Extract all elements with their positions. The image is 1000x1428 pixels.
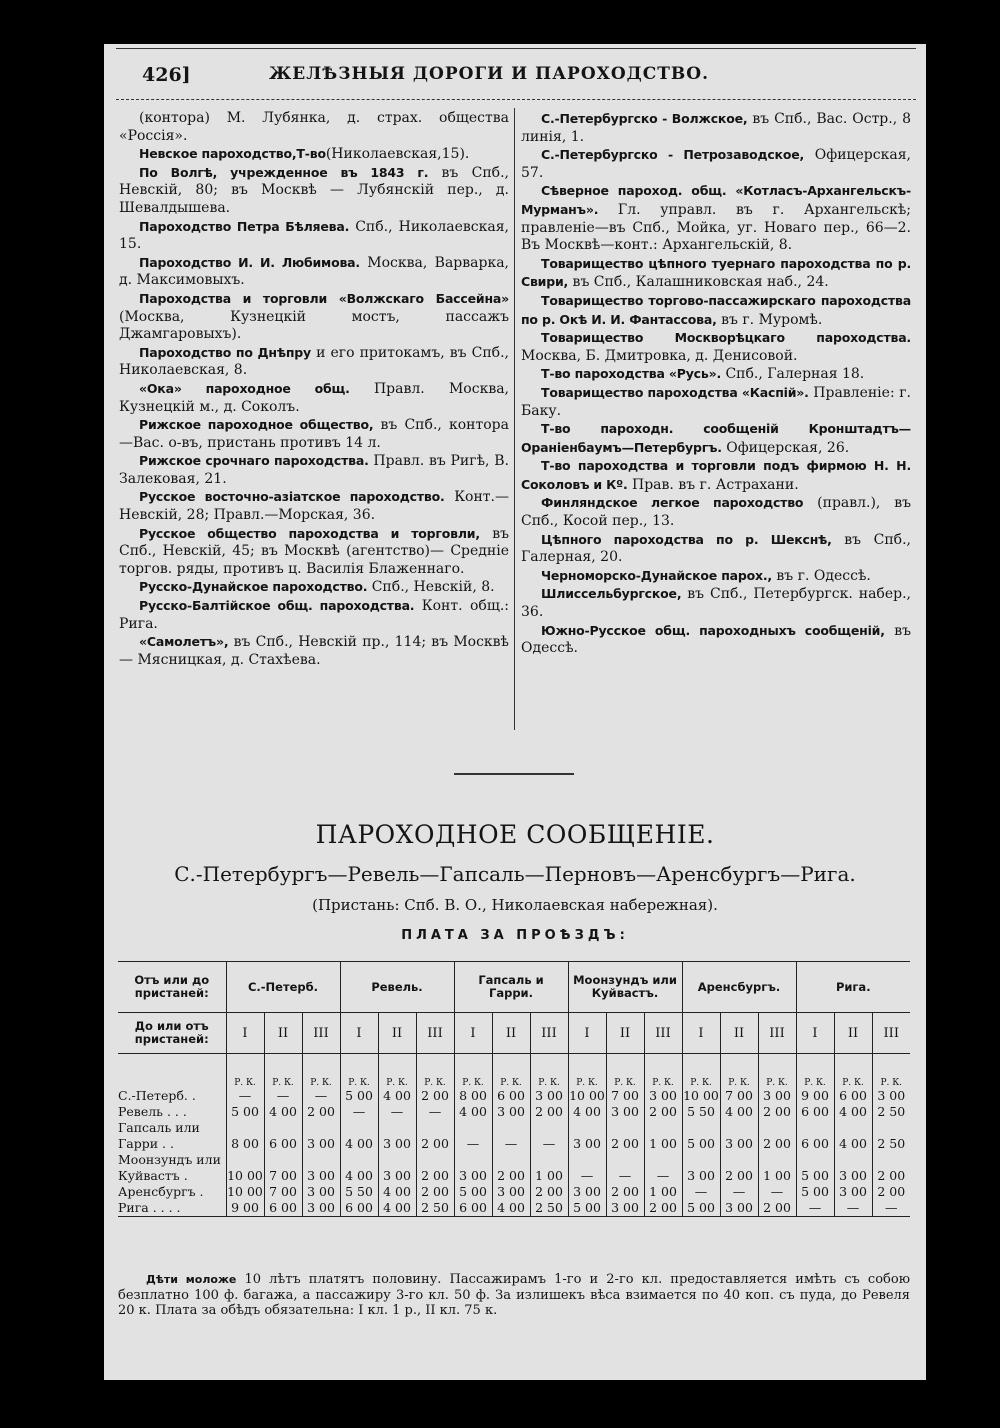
fare-table-class-row [118,1013,910,1054]
unit-label: Р. К. [834,1054,872,1089]
row-station [118,1104,226,1120]
class-header: I [568,1013,606,1054]
fare-cell: 4 00 [340,1120,378,1152]
row-station-line: Моонзундъ или [118,1152,221,1167]
entry-name: По Волгѣ, учрежденное въ 1843 г. [139,164,429,180]
entry-text: въ Спб., Галерная, 20. [521,531,912,566]
station-header: С.-Петерб. [226,962,340,1013]
entry-text: Спб., Невскій, 8. [367,579,495,596]
fare-cell: 9 00 [226,1200,264,1217]
entry-name: Товарищество Москворѣцкаго пароходства. [541,330,911,346]
unit-label: Р. К. [682,1054,720,1089]
fare-cell: — [530,1120,568,1152]
class-header: III [302,1013,340,1054]
entry-text: въ Одессѣ. [521,622,911,657]
entry-name: Товарищество торгово-пассажирскаго пароходства по р. Окѣ И. И. Фантассова, [521,292,911,327]
entry-text: въ Спб., Петербургск. набер., 36. [521,586,911,621]
fare-table-station-row [118,962,910,1013]
fare-cell: 3 00 [378,1120,416,1152]
directory-entry [119,525,509,579]
fare-cell: 5 00 [568,1200,606,1217]
section-divider [454,773,574,775]
entry-text: въ Спб., Калашниковская наб., 24. [568,274,829,291]
row-station [118,1200,226,1217]
fare-cell: 2 00 [644,1104,682,1120]
directory-entry [119,110,509,145]
fare-cell: 4 00 [834,1104,872,1120]
unit-label: Р. К. [758,1054,796,1089]
directory-entry [119,254,509,290]
fare-cell: 2 00 [492,1152,530,1184]
fare-cell: 9 00 [796,1088,834,1104]
row-station [118,1088,226,1104]
station-header: Ревель. [340,962,454,1013]
fare-cell: 3 00 [720,1120,758,1152]
directory-entry [119,452,509,488]
fare-cell: 4 00 [568,1104,606,1120]
running-title: ЖЕЛѢЗНЫЯ ДОРОГИ И ПАРОХОДСТВО. [269,64,710,84]
table-row [118,1200,910,1217]
entry-name: Финляндское легкое пароходство [541,495,804,511]
row-station-line: Гарри . . [118,1136,174,1151]
entry-text: въ Спб., Вас. Остр., 8 линія, 1. [521,111,912,145]
fare-cell: 6 00 [796,1120,834,1152]
directory-entry [521,182,911,254]
fare-cell: — [720,1184,758,1200]
fare-cell: 2 00 [416,1088,454,1104]
fare-cell: 5 00 [226,1104,264,1120]
entry-name: Русско-Дунайское пароходство. [139,579,368,595]
entry-name: Сѣверное пароход. общ. «Котласъ-Архангельскъ-Мурманъ». [521,183,911,217]
unit-label: Р. К. [872,1054,910,1089]
unit-label: Р. К. [302,1054,340,1089]
entry-name: Русское восточно-азіатское пароходство. [139,489,445,505]
directory-entry [119,218,509,254]
fare-note [118,1272,910,1319]
fare-cell: 6 00 [340,1200,378,1217]
fare-cell: — [568,1152,606,1184]
fare-cell: 2 00 [530,1104,568,1120]
entry-text: Спб., Николаевская, 15. [119,218,509,253]
fare-cell: — [682,1184,720,1200]
entry-name: Пароходства и торговли «Волжскаго Бассейна» [139,290,509,306]
table-row [118,1152,910,1184]
fare-table-unit-row [118,1054,910,1089]
fare-cell: 3 00 [302,1200,340,1217]
table-row [118,1104,910,1120]
directory-entry [521,110,911,146]
fare-cell: 2 00 [606,1120,644,1152]
unit-label: Р. К. [530,1054,568,1089]
fare-cell: 3 00 [758,1088,796,1104]
fare-cell: 1 00 [644,1184,682,1200]
row-station-line: Аренсбургъ . [118,1184,204,1199]
fare-cell: 2 00 [644,1200,682,1217]
entry-name: Черноморско-Дунайское парох., [541,567,772,583]
entry-text: Правленіе: г. Баку. [521,384,911,419]
entry-text: Конт. общ.: Рига. [119,598,509,632]
fare-cell: 3 00 [302,1120,340,1152]
fare-cell: 6 00 [454,1200,492,1217]
fare-cell: 2 00 [758,1200,796,1217]
entry-text: Офицерская, 57. [521,147,911,181]
entry-text: (Николаевская,15). [325,146,470,163]
class-header: II [720,1013,758,1054]
fare-cell: 2 50 [872,1104,910,1120]
fare-cell: 2 00 [872,1152,910,1184]
fare-cell: — [454,1120,492,1152]
fare-cell: 6 00 [264,1200,302,1217]
directory-entry [521,292,911,329]
entry-text: Москва, Варварка, д. Максимовыхъ. [119,254,509,289]
fare-note-lead: Дѣти моложе [146,1273,237,1286]
column-divider [514,108,515,730]
fare-cell: 3 00 [606,1104,644,1120]
fare-cell: 6 00 [264,1120,302,1152]
entry-text: Конт.—Невскій, 28; Правл.—Морская, 36. [119,489,509,524]
unit-label: Р. К. [796,1054,834,1089]
entry-text: Гл. управл. въ г. Архангельскѣ; правленіе—въ Спб., Мойка, уг. Новаго пер., 66—2. Въ Москвѣ—конт.: Архангельскій, 8. [521,201,911,254]
fare-cell: 4 00 [264,1104,302,1120]
fare-cell: 4 00 [720,1104,758,1120]
fare-cell: 5 50 [682,1104,720,1120]
fare-cell: 4 00 [492,1200,530,1217]
fare-cell: 3 00 [834,1184,872,1200]
fare-cell: 3 00 [720,1200,758,1217]
fare-cell: 3 00 [530,1088,568,1104]
entry-name: «Ока» пароходное общ. [139,380,350,396]
fare-cell: 3 00 [568,1120,606,1152]
class-header: II [492,1013,530,1054]
entry-name: Рижское срочнаго пароходства. [139,453,369,469]
fare-cell: 10 00 [569,1088,605,1103]
fare-cell: 7 00 [720,1088,758,1104]
station-header: Гапсаль и Гарри. [454,962,568,1013]
entry-name: Цѣпного пароходства по р. Шекснѣ, [541,531,832,547]
entry-name: Пароходство Петра Бѣляева. [139,218,350,234]
directory-entry [521,494,911,530]
station-header: Рига. [796,962,910,1013]
fare-cell: — [872,1200,910,1217]
unit-label: Р. К. [644,1054,682,1089]
header-rule [116,48,916,49]
fare-cell: 6 00 [834,1088,872,1104]
row-station [118,1152,226,1184]
fare-cell: 3 00 [454,1152,492,1184]
header-underline [116,99,916,100]
fare-cell: 4 00 [454,1104,492,1120]
entry-text: Офицерская, 26. [721,439,850,456]
fare-cell: 4 00 [378,1200,416,1217]
unit-label: Р. К. [226,1054,264,1089]
table-row [118,1120,910,1152]
class-header: III [644,1013,682,1054]
fare-cell: 3 00 [492,1184,530,1200]
fare-cell: — [606,1152,644,1184]
fare-cell: 5 00 [796,1184,834,1200]
directory-entry [119,633,509,669]
fare-cell: 6 00 [492,1088,530,1104]
directory-entry [119,578,509,597]
entry-name: Невское пароходство,Т-во [139,146,326,162]
fare-cell: 3 00 [834,1152,872,1184]
directory-entry [521,420,911,457]
fare-cell: 3 00 [872,1088,910,1104]
fare-cell: — [644,1152,682,1184]
class-header: III [416,1013,454,1054]
class-header: I [682,1013,720,1054]
fare-cell: 3 00 [302,1184,340,1200]
fare-cell: 2 00 [530,1184,568,1200]
fare-cell: — [302,1088,340,1104]
fare-cell: 4 00 [834,1120,872,1152]
entry-name: Т-во пароходства и торговли подъ фирмою Н. Н. Соколовъ и Кº. [521,458,911,492]
fare-cell: 2 00 [720,1152,758,1184]
entry-text: (Москва, Кузнецкій мостъ, пассажъ Джамгаровыхъ). [119,308,509,343]
fare-cell: — [834,1200,872,1217]
fare-cell: — [758,1184,796,1200]
directory-entry [119,380,509,416]
page-number: 426] [142,64,191,86]
directory-entry [119,488,509,524]
entry-text: Правл. въ Ригѣ, В. Залековая, 21. [119,453,509,487]
fare-cell: 5 00 [682,1120,720,1152]
class-header: III [530,1013,568,1054]
fare-cell: — [378,1104,416,1120]
entry-name: Русско-Балтійское общ. пароходства. [139,598,415,614]
section-title: ПАРОХОДНОЕ СООБЩЕНІЕ. [315,820,715,849]
fare-cell: 2 00 [872,1184,910,1200]
directory-entry [521,255,911,292]
fare-cell: 5 50 [340,1184,378,1200]
directory-entry [521,365,911,384]
entry-name: Пароходство И. И. Любимова. [139,254,360,270]
entry-name: Шлиссельбургское, [541,586,682,602]
fare-cell: 4 00 [378,1088,416,1104]
fare-cell: 2 50 [416,1200,454,1217]
unit-label: Р. К. [340,1054,378,1089]
entry-text: Москва, Б. Дмитровка, д. Денисовой. [521,347,798,364]
fare-cell: 2 00 [758,1104,796,1120]
fare-cell: 10 00 [683,1088,719,1103]
fare-cell: 3 00 [492,1104,530,1120]
entry-text: Правл. Москва, Кузнецкій м., д. Соколъ. [119,380,509,415]
fare-cell: 5 00 [682,1200,720,1217]
unit-label: Р. К. [416,1054,454,1089]
class-header: III [872,1013,910,1054]
right-column [521,110,911,658]
fare-table [118,961,910,1217]
entry-text: въ Спб., контора—Вас. о-въ, пристань противъ 14 л. [119,417,509,451]
left-column [119,110,509,669]
class-header: II [834,1013,872,1054]
entry-text: въ Спб., Невскій, 45; въ Москвѣ (агентство)— Средніе торгов. ряды, противъ ц. Василія Блаженнаго. [119,525,509,577]
table-row [118,1184,910,1200]
table-row [118,1088,910,1104]
fare-cell: 5 00 [454,1184,492,1200]
fare-cell: 5 00 [340,1088,378,1104]
directory-entry [521,567,911,586]
class-header: III [758,1013,796,1054]
directory-entry [521,531,911,567]
fare-cell: 2 00 [302,1104,340,1120]
directory-entry [119,145,509,164]
entry-text: Спб., Галерная 18. [721,366,865,383]
entry-name: «Самолетъ», [139,634,229,650]
directory-entry [521,146,911,182]
row-station-line: С.-Петерб. . [118,1088,196,1103]
class-header: II [378,1013,416,1054]
fare-cell: 6 00 [796,1104,834,1120]
directory-entry [119,290,509,344]
directory-entry [521,457,911,494]
entry-text: и его притокамъ, въ Спб., Николаевская, 8. [119,344,510,379]
directory-entry [119,164,509,218]
entry-name: С.-Петербургско - Петрозаводское, [541,147,805,163]
directory-entry [521,329,911,365]
entry-name: Пароходство по Днѣпру [139,344,311,360]
fare-cell: 4 00 [340,1152,378,1184]
unit-label: Р. К. [606,1054,644,1089]
fare-cell: 3 00 [682,1152,720,1184]
directory-entry [119,344,509,380]
row-station [118,1120,226,1152]
entry-name: Товарищество цѣпного туернаго пароходства по р. Свири, [521,255,911,290]
fare-cell: 2 50 [872,1120,910,1152]
fare-cell: 1 00 [758,1152,796,1184]
fare-cell: 4 00 [378,1184,416,1200]
entry-name: Южно-Русское общ. пароходныхъ сообщеній, [541,622,885,638]
row-station-line: Гапсаль или [118,1120,200,1135]
directory-entry [119,416,509,452]
entry-text: (контора) М. Лубянка, д. страх. общества «Россія». [119,110,509,144]
fare-cell: 2 50 [530,1200,568,1217]
row-station [118,1184,226,1200]
fare-cell: 7 00 [264,1184,302,1200]
pier-note: (Пристань: Спб. В. О., Николаевская набережная). [312,896,718,914]
fare-cell: — [264,1088,302,1104]
entry-text: (правл.), въ Спб., Косой пер., 13. [521,495,911,530]
fare-note-text: 10 лѣтъ платятъ половину. Пассажирамъ 1-го и 2-го кл. предоставляется имѣть съ собою безплатно 100 ф. багажа, а пассажиру 3-го кл. 50 ф. За излишекъ вѣса взимается по 40 коп. съ пуда, до Ревеля 20 к. Плата за обѣдъ обязательна: I кл. 1 р., II кл. 75 к. [118,1272,911,1318]
row-station-line: Ревель . . . [118,1104,187,1119]
directory-entry [521,622,911,658]
row-station-line: Рига . . . . [118,1200,181,1215]
unit-label: Р. К. [378,1054,416,1089]
entry-name: Т-во пароходства «Русь». [541,366,721,382]
station-header: Аренсбургъ. [682,962,796,1013]
fare-cell: 2 00 [416,1120,454,1152]
book-page [104,44,926,1380]
entry-text: въ г. Одессѣ. [771,567,871,584]
fare-cell: 3 00 [378,1152,416,1184]
fare-cell: 8 00 [454,1088,492,1104]
route-heading: С.-Петербургъ—Ревель—Гапсаль—Перновъ—Аренсбургъ—Рига. [174,862,856,886]
unit-label: Р. К. [454,1054,492,1089]
station-header: Моонзундъ или Куйвастъ. [568,962,682,1013]
fare-cell: 5 00 [796,1152,834,1184]
fare-cell: 2 00 [416,1184,454,1200]
row-station-line: Куйвастъ . [118,1168,188,1183]
entry-text: въ г. Муромѣ. [716,311,823,328]
class-header: I [796,1013,834,1054]
fare-cell: 10 00 [227,1184,263,1199]
unit-label: Р. К. [492,1054,530,1089]
fare-cell: 7 00 [264,1152,302,1184]
directory-entry [521,384,911,420]
fare-cell: 7 00 [606,1088,644,1104]
directory-entry [119,597,509,633]
from-label: Отъ или до пристаней: [118,962,226,1013]
fare-cell: 1 00 [530,1152,568,1184]
entry-text: въ Спб., Невскій пр., 114; въ Москвѣ — Мясницкая, д. Стахѣева. [119,634,509,668]
entry-name: Товарищество пароходства «Каспій». [541,384,809,400]
entry-name: Русское общество пароходства и торговли, [139,525,480,541]
fare-cell: 3 00 [644,1088,682,1104]
unit-label: Р. К. [720,1054,758,1089]
fare-heading: ПЛАТА ЗА ПРОѢЗДЪ: [401,928,629,943]
class-header: II [264,1013,302,1054]
to-label: До или отъ пристаней: [118,1013,226,1054]
fare-cell: 8 00 [226,1120,264,1152]
entry-text: Прав. въ г. Астрахани. [627,476,799,493]
unit-label: Р. К. [568,1054,606,1089]
fare-cell: 2 00 [758,1120,796,1152]
class-header: I [454,1013,492,1054]
fare-cell: 1 00 [644,1120,682,1152]
fare-cell: — [416,1104,454,1120]
fare-cell: — [340,1104,378,1120]
entry-name: С.-Петербургско - Волжское, [541,111,748,126]
directory-entry [521,585,911,621]
fare-cell: — [226,1088,264,1104]
class-header: II [606,1013,644,1054]
entry-text: въ Спб., Невскій, 80; въ Москвѣ — Лубянскій пер., д. Шевалдышева. [119,164,509,216]
fare-cell: 2 00 [606,1184,644,1200]
fare-cell: 3 00 [606,1200,644,1217]
fare-cell: 10 00 [226,1152,264,1184]
class-header: I [340,1013,378,1054]
fare-cell: — [796,1200,834,1217]
fare-cell: 3 00 [302,1152,340,1184]
fare-cell: — [492,1120,530,1152]
entry-name: Т-во пароходн. сообщеній Кронштадтъ—Ораніенбаумъ—Петербургъ. [521,421,911,455]
fare-cell: 2 00 [416,1152,454,1184]
fare-cell: 3 00 [568,1184,606,1200]
entry-name: Рижское пароходное общество, [139,417,374,433]
class-header: I [226,1013,264,1054]
unit-label: Р. К. [264,1054,302,1089]
